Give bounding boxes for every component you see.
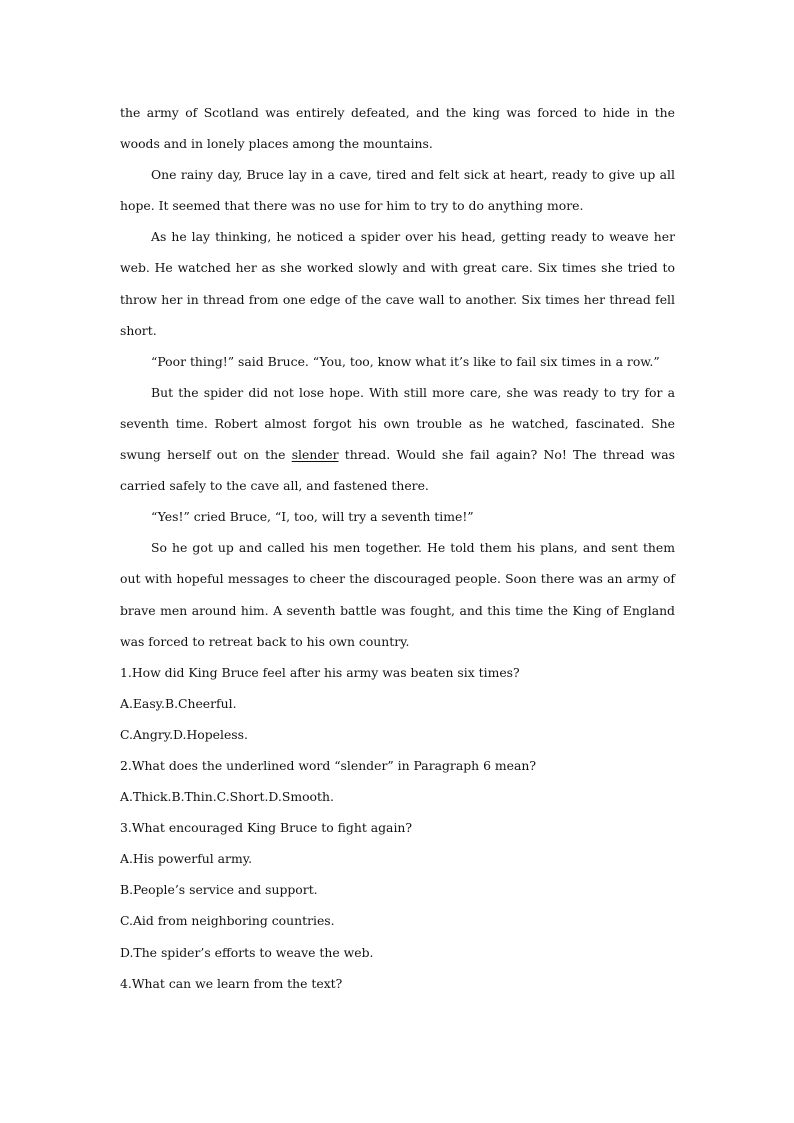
question-3-option-b: B.People’s service and support. [120, 882, 318, 898]
passage-paragraph-1: the army of Scotland was entirely defeated, and the king was forced to hide in the woods and in lonely places among the mountains. [120, 105, 675, 152]
question-3-option-a: A.His powerful army. [120, 851, 253, 867]
question-4-stem: 4.What can we learn from the text? [120, 975, 343, 991]
underlined-word-slender: slender [291, 447, 339, 463]
question-3-option-c: C.Aid from neighboring countries. [120, 913, 335, 929]
passage-paragraph-2: One rainy day, Bruce lay in a cave, tired and felt sick at heart, ready to give up all hope. It seemed that there was no use for him to try to do anything more. [120, 167, 675, 214]
question-3-option-d: D.The spider’s efforts to weave the web. [120, 944, 374, 960]
passage-paragraph-5-start: But the spider did not lose hope. With still more care, she was ready to try for a seventh time. Robert almost forgot his own trouble as he watched, fascinated. She swung herself out on the [120, 384, 675, 463]
question-2-options-line-1: A.Thick.B.Thin.C.Short.D.Smooth. [120, 789, 334, 805]
question-1-stem: 1.How did King Bruce feel after his army was beaten six times? [120, 664, 520, 680]
document-body [120, 97, 675, 999]
question-3-stem: 3.What encouraged King Bruce to fight again? [120, 820, 413, 836]
passage-paragraph-5-end: thread. Would she fail again? No! The thread was carried safely to the cave all, and fastened there. [120, 447, 675, 494]
passage-paragraph-5 [120, 377, 675, 501]
question-1-options-line-2: C.Angry.D.Hopeless. [120, 726, 248, 742]
question-1-options-line-1: A.Easy.B.Cheerful. [120, 695, 237, 711]
passage-paragraph-4: “Poor thing!” said Bruce. “You, too, know what it’s like to fail six times in a row.” [151, 353, 660, 369]
passage-paragraph-3: As he lay thinking, he noticed a spider over his head, getting ready to weave her web. He watched her as she worked slowly and with great care. Six times she tried to throw her in thread from one edge of the cave wall to another. Six times her thread fell short. [120, 229, 675, 338]
passage-paragraph-7: So he got up and called his men together. He told them his plans, and sent them out with hopeful messages to cheer the discouraged people. Soon there was an army of brave men around him. A seventh battle was fought, and this time the King of England was forced to retreat back to his own country. [120, 540, 675, 649]
question-2-stem: 2.What does the underlined word “slender” in Paragraph 6 mean? [120, 757, 537, 773]
passage-paragraph-6: “Yes!” cried Bruce, “I, too, will try a seventh time!” [151, 509, 474, 525]
